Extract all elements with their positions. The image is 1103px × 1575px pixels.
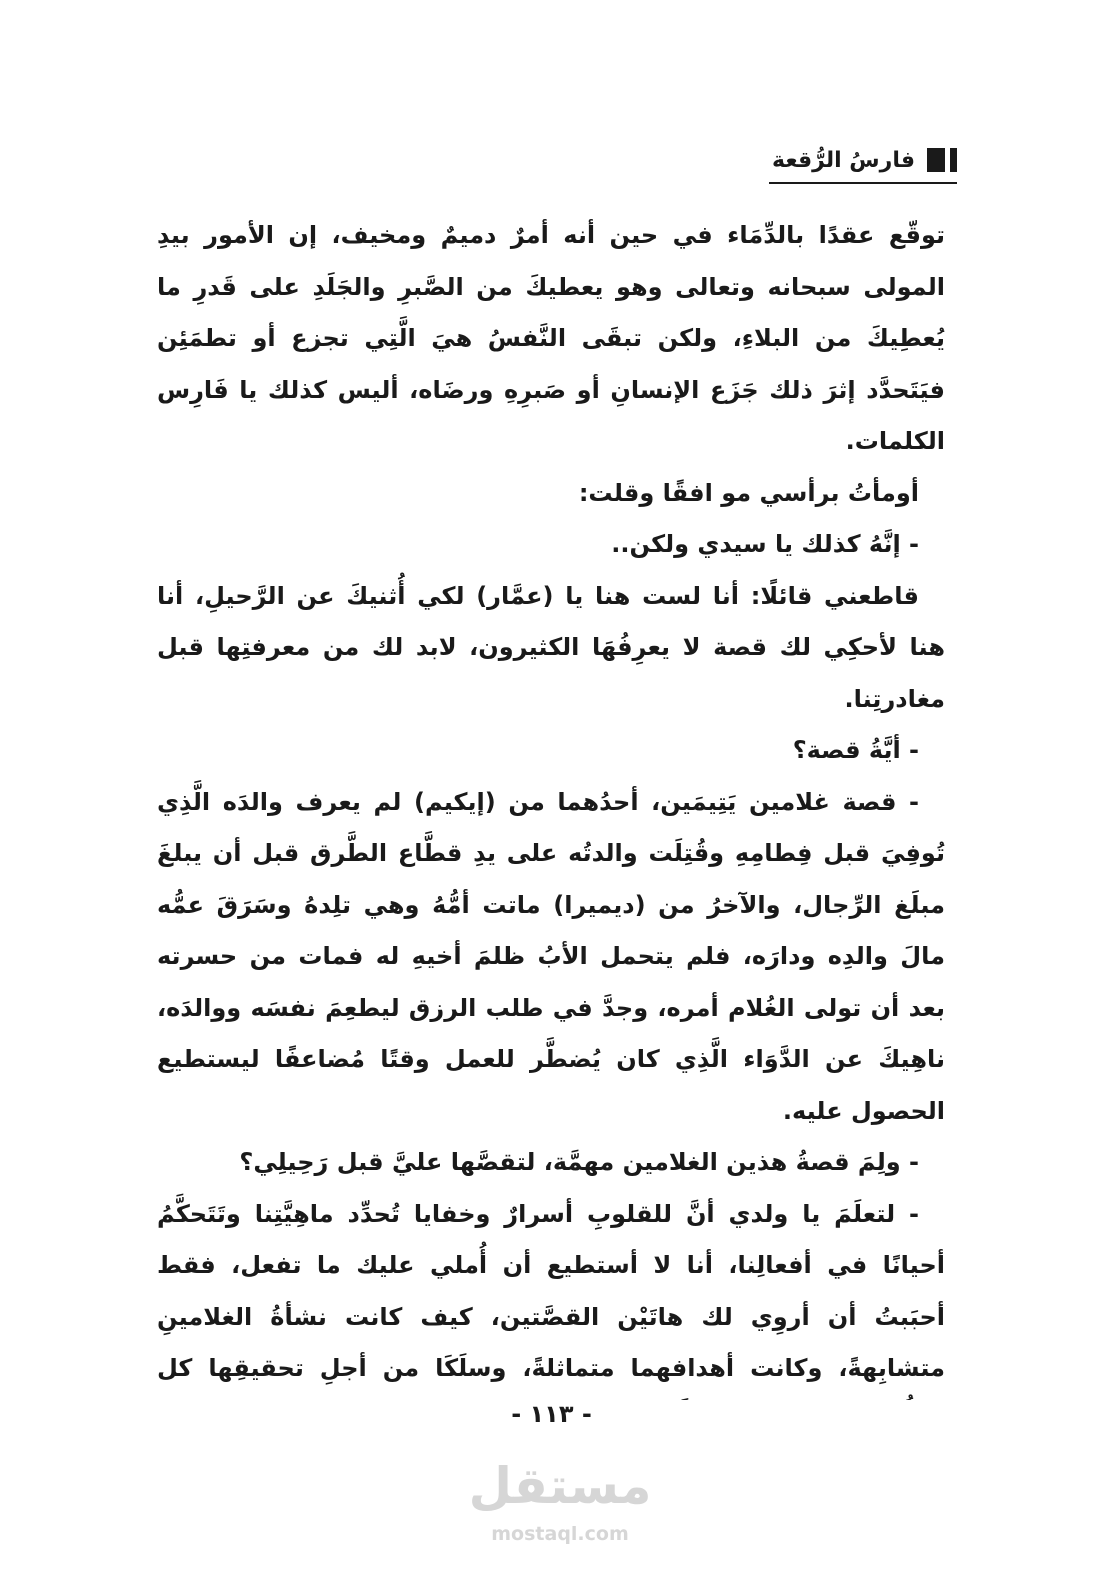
page-body — [157, 210, 945, 1400]
paragraph: - أيَّةُ قصة؟ — [792, 736, 919, 764]
watermark-logo — [470, 1450, 650, 1565]
header-bar-thin — [950, 148, 957, 172]
paragraph: أومأتُ برأسي مو افقًا وقلت: — [578, 478, 919, 507]
paragraph: توقّع عقدًا بالدِّمَاء في حين أنه أمرٌ دميمٌ ومخيف، إن الأمور بيدِ المولى سبحانه وتعالى وهو يعطيكَ من الصَّبرِ والجَلَدِ على قَدرِ ما يُعطِيكَ من البلاءِ، ولكن تبقَى النَّفسُ هيَ الَّتِي تجزع أو تطمَئِن فيَتَحدَّد إثرَ ذلك جَزَع الإنسانِ أو صَبرِهِ ورضَاه، أليس كذلك يا فَارِس الكلمات. — [157, 221, 945, 455]
watermark-logo-text: مستقل — [468, 1457, 652, 1515]
book-title: فارسُ الرُّقعة — [772, 147, 915, 173]
page-number: - ١١٣ - — [511, 1400, 592, 1428]
paragraph: - ولِمَ قصةُ هذين الغلامين مهمَّة، لتقصَّها عليَّ قبل رَحِيلِي؟ — [239, 1148, 919, 1176]
paragraph: - قصة غلامين يَتِيمَين، أحدُهما من (إيكيم) لم يعرف والدَه الَّذِي تُوفِيَ قبل فِطامِهِ وقُتِلَت والدتُه على يدِ قطَّاع الطَّرق قبل أن يبلغَ مبلَغ الرِّجال، والآخرُ من (ديميرا) ماتت أمُّهُ وهي تلِدهُ وسَرَقَ عمُّه مالَ والدِه ودارَه، فلم يتحمل الأبُ ظلمَ أخيهِ له فمات من حسرته بعد أن تولى الغُلام أمره، وجدَّ في طلب الرزق ليطعِمَ نفسَه ووالدَه، ناهِيكَ عن الدَّوَاء الَّذِي كان يُضطَّر للعمل وقتًا مُضاعفًا ليستطيع الحصول عليه. — [157, 787, 945, 1125]
header-bars-icon — [927, 148, 957, 172]
watermark-site: mostaql.com — [491, 1523, 629, 1545]
running-header — [769, 138, 957, 184]
header-bar-thick — [927, 148, 945, 172]
paragraph: - إنَّهُ كذلك يا سيدي ولكن.. — [611, 530, 919, 558]
paragraph: قاطعني قائلًا: أنا لست هنا يا (عمَّار) لكي أُثنيكَ عن الرَّحيلِ، أنا هنا لأحكِي لك قصة لا يعرِفُهَا الكثيرون، لابد لك من معرفتِها قبل مغادرتِنا. — [157, 581, 945, 713]
paragraph: - لتعلَمَ يا ولدي أنَّ للقلوبِ أسرارٌ وخفايا تُحدِّد ماهِيَّتِنا وتَتَحكَّمُ أحيانًا في أفعالِنا، أنا لا أستطيع أن أُملي عليك ما تفعل، فقط أحبَبتُ أن أروِي لك هاتَيْن القصَّتين، كيف كانت نشأةُ الغلامينِ متشابِهةً، وكانت أهدافهما متماثلةً، وسلَكَا من أجلِ تحقيقِها كل — [157, 1199, 945, 1382]
